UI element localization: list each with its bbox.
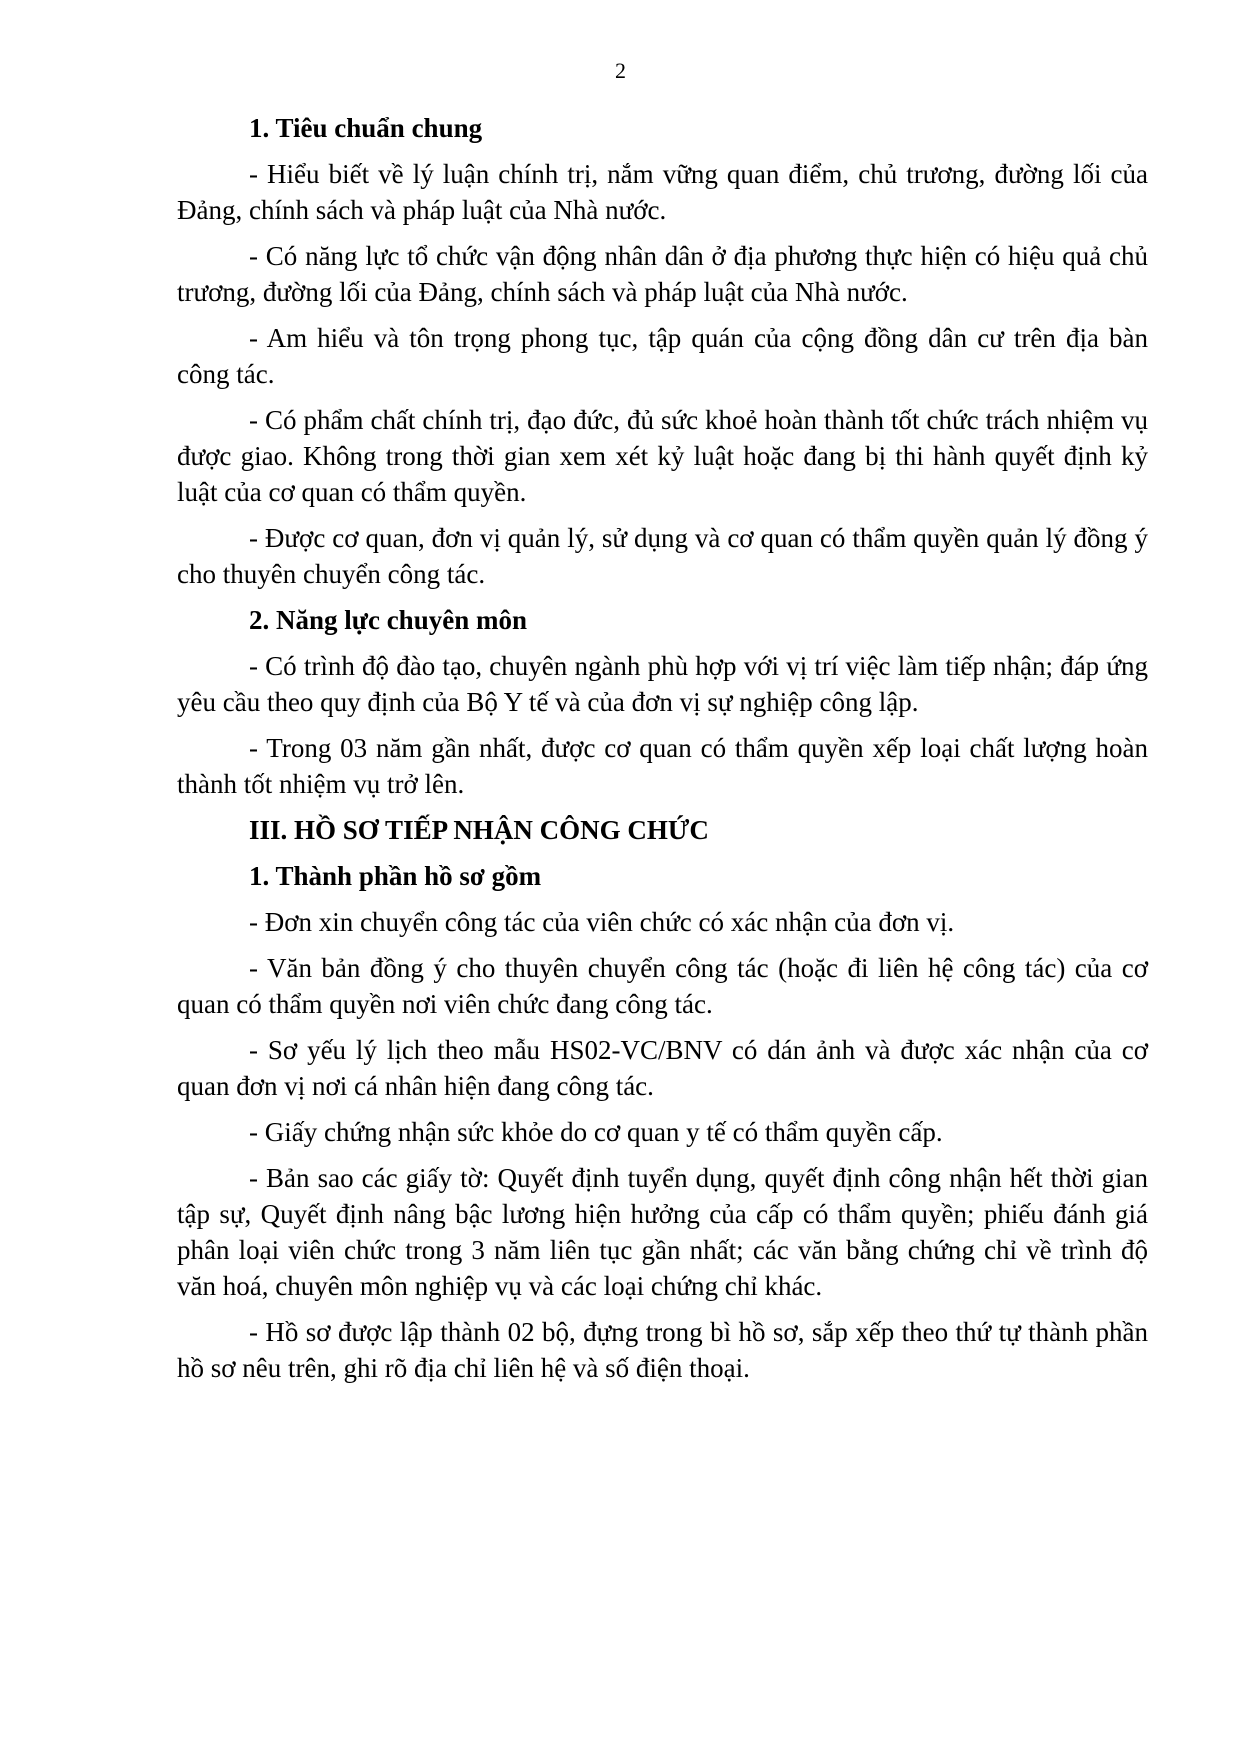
paragraph: - Được cơ quan, đơn vị quản lý, sử dụng và cơ quan có thẩm quyền quản lý đồng ý cho thuyên chuyển công tác. [177,523,1148,589]
paragraph: - Hiểu biết về lý luận chính trị, nắm vững quan điểm, chủ trương, đường lối của Đảng, chính sách và pháp luật của Nhà nước. [177,159,1148,225]
paragraph: - Am hiểu và tôn trọng phong tục, tập quán của cộng đồng dân cư trên địa bàn công tác. [177,323,1148,389]
section-heading-professional-capacity: 2. Năng lực chuyên môn [249,605,527,635]
paragraph: - Có phẩm chất chính trị, đạo đức, đủ sức khoẻ hoàn thành tốt chức trách nhiệm vụ được giao. Không trong thời gian xem xét kỷ luật hoặc đang bị thi hành quyết định kỷ luật của cơ quan có thẩm quyền. [177,405,1148,507]
document-body [177,110,1148,1396]
paragraph: - Giấy chứng nhận sức khỏe do cơ quan y tế có thẩm quyền cấp. [249,1117,943,1147]
subsection-heading-dossier-components: 1. Thành phần hồ sơ gồm [249,861,542,891]
page-number: 2 [615,58,626,83]
paragraph: - Văn bản đồng ý cho thuyên chuyển công tác (hoặc đi liên hệ công tác) của cơ quan có thẩm quyền nơi viên chức đang công tác. [177,953,1148,1019]
paragraph: - Có trình độ đào tạo, chuyên ngành phù hợp với vị trí việc làm tiếp nhận; đáp ứng yêu cầu theo quy định của Bộ Y tế và của đơn vị sự nghiệp công lập. [177,651,1148,717]
paragraph: - Hồ sơ được lập thành 02 bộ, đựng trong bì hồ sơ, sắp xếp theo thứ tự thành phần hồ sơ nêu trên, ghi rõ địa chỉ liên hệ và số điện thoại. [177,1317,1148,1383]
paragraph: - Đơn xin chuyển công tác của viên chức có xác nhận của đơn vị. [249,907,955,937]
section-heading-general-standards: 1. Tiêu chuẩn chung [249,113,483,143]
paragraph: - Sơ yếu lý lịch theo mẫu HS02-VC/BNV có dán ảnh và được xác nhận của cơ quan đơn vị nơi cá nhân hiện đang công tác. [177,1035,1148,1101]
section-heading-application-dossier: III. HỒ SƠ TIẾP NHẬN CÔNG CHỨC [249,815,709,845]
paragraph: - Có năng lực tổ chức vận động nhân dân ở địa phương thực hiện có hiệu quả chủ trương, đường lối của Đảng, chính sách và pháp luật của Nhà nước. [177,241,1148,307]
paragraph: - Bản sao các giấy tờ: Quyết định tuyển dụng, quyết định công nhận hết thời gian tập sự, Quyết định nâng bậc lương hiện hưởng của cấp có thẩm quyền; phiếu đánh giá phân loại viên chức trong 3 năm liên tục gần nhất; các văn bằng chứng chỉ về trình độ văn hoá, chuyên môn nghiệp vụ và các loại chứng chỉ khác. [177,1163,1148,1301]
paragraph: - Trong 03 năm gần nhất, được cơ quan có thẩm quyền xếp loại chất lượng hoàn thành tốt nhiệm vụ trở lên. [177,733,1148,799]
